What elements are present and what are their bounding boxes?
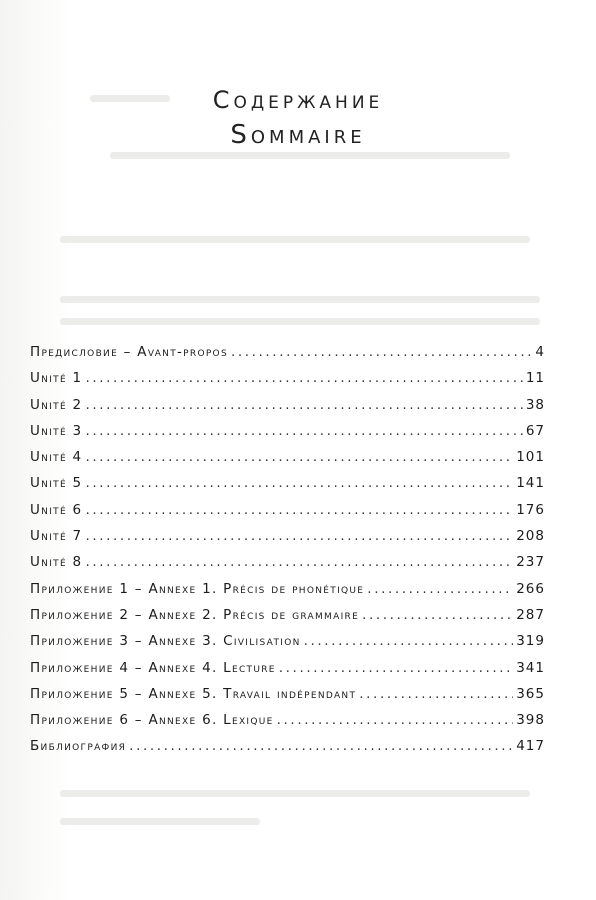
bleed-through-line xyxy=(60,818,260,825)
toc-entry-label: Приложение 3 – Annexe 3. Civilisation xyxy=(30,633,301,650)
bleed-through-line xyxy=(110,152,510,159)
toc-entry[interactable] xyxy=(30,475,545,501)
toc-entry-page-number: 237 xyxy=(516,554,545,571)
toc-entry-page-number: 398 xyxy=(516,712,545,729)
dot-leader xyxy=(279,660,513,676)
dot-leader xyxy=(85,475,513,491)
toc-entry[interactable] xyxy=(30,686,545,712)
dot-leader xyxy=(85,397,522,413)
toc-entry-page-number: 341 xyxy=(516,659,545,676)
toc-entry-label: Unité 1 xyxy=(30,370,83,387)
toc-entry-page-number: 4 xyxy=(535,344,545,360)
dot-leader xyxy=(85,502,513,518)
page-title-fr: Sommaire xyxy=(230,120,366,150)
toc-entry-page-number: 141 xyxy=(516,475,545,492)
dot-leader xyxy=(304,633,514,649)
toc-entry-label: Библиография xyxy=(30,738,127,755)
toc-entry[interactable] xyxy=(30,502,545,528)
dot-leader xyxy=(85,528,513,544)
toc-entry[interactable] xyxy=(30,738,545,764)
toc-entry-page-number: 417 xyxy=(516,738,545,755)
toc-entry-page-number: 365 xyxy=(516,685,545,702)
toc-entry[interactable] xyxy=(30,423,545,449)
table-of-contents xyxy=(30,344,545,765)
dot-leader xyxy=(85,554,513,570)
toc-entry-label: Приложение 2 – Annexe 2. Précis de grammaire xyxy=(30,606,360,623)
toc-entry-page-number: 67 xyxy=(525,422,545,439)
toc-entry-page-number: 101 xyxy=(516,449,545,466)
bleed-through-line xyxy=(60,236,530,243)
toc-entry[interactable] xyxy=(30,528,545,554)
toc-entry-label: Unité 2 xyxy=(30,396,83,413)
toc-entry-page-number: 176 xyxy=(516,501,545,518)
page-title-ru: Содержание xyxy=(212,86,384,114)
dot-leader xyxy=(359,686,513,702)
bleed-through-line xyxy=(60,296,540,303)
toc-entry-label: Предисловие – Avant-propos xyxy=(30,344,228,360)
toc-entry[interactable] xyxy=(30,633,545,659)
toc-entry-page-number: 11 xyxy=(525,370,545,387)
toc-entry-label: Unité 6 xyxy=(30,501,83,518)
toc-entry[interactable] xyxy=(30,712,545,738)
bleed-through-line xyxy=(60,318,540,325)
toc-entry-label: Unité 3 xyxy=(30,422,83,439)
toc-entry-label: Приложение 4 – Annexe 4. Lecture xyxy=(30,659,276,676)
dot-leader xyxy=(277,712,514,728)
dot-leader xyxy=(85,423,522,439)
toc-entry-label: Unité 7 xyxy=(30,528,83,545)
toc-entry[interactable] xyxy=(30,660,545,686)
toc-entry[interactable] xyxy=(30,370,545,396)
toc-entry-label: Приложение 1 – Annexe 1. Précis de phonétique xyxy=(30,580,365,597)
bleed-through-line xyxy=(60,790,530,797)
toc-entry[interactable] xyxy=(30,344,545,370)
toc-entry-page-number: 208 xyxy=(516,528,545,545)
toc-entry-page-number: 319 xyxy=(516,633,545,650)
dot-leader xyxy=(367,581,513,597)
toc-entry-label: Unité 5 xyxy=(30,475,83,492)
toc-entry[interactable] xyxy=(30,554,545,580)
toc-entry-label: Приложение 5 – Annexe 5. Travail indépendant xyxy=(30,685,357,702)
toc-entry[interactable] xyxy=(30,607,545,633)
dot-leader xyxy=(362,607,513,623)
dot-leader xyxy=(85,370,522,386)
toc-entry[interactable] xyxy=(30,581,545,607)
toc-entry-page-number: 38 xyxy=(525,396,545,413)
toc-entry-label: Unité 8 xyxy=(30,554,83,571)
dot-leader xyxy=(129,738,513,754)
toc-entry[interactable] xyxy=(30,449,545,475)
toc-entry[interactable] xyxy=(30,397,545,423)
toc-entry-label: Приложение 6 – Annexe 6. Lexique xyxy=(30,712,274,729)
dot-leader xyxy=(231,344,532,360)
toc-entry-label: Unité 4 xyxy=(30,449,83,466)
toc-entry-page-number: 266 xyxy=(516,580,545,597)
toc-entry-page-number: 287 xyxy=(516,606,545,623)
dot-leader xyxy=(85,449,513,465)
